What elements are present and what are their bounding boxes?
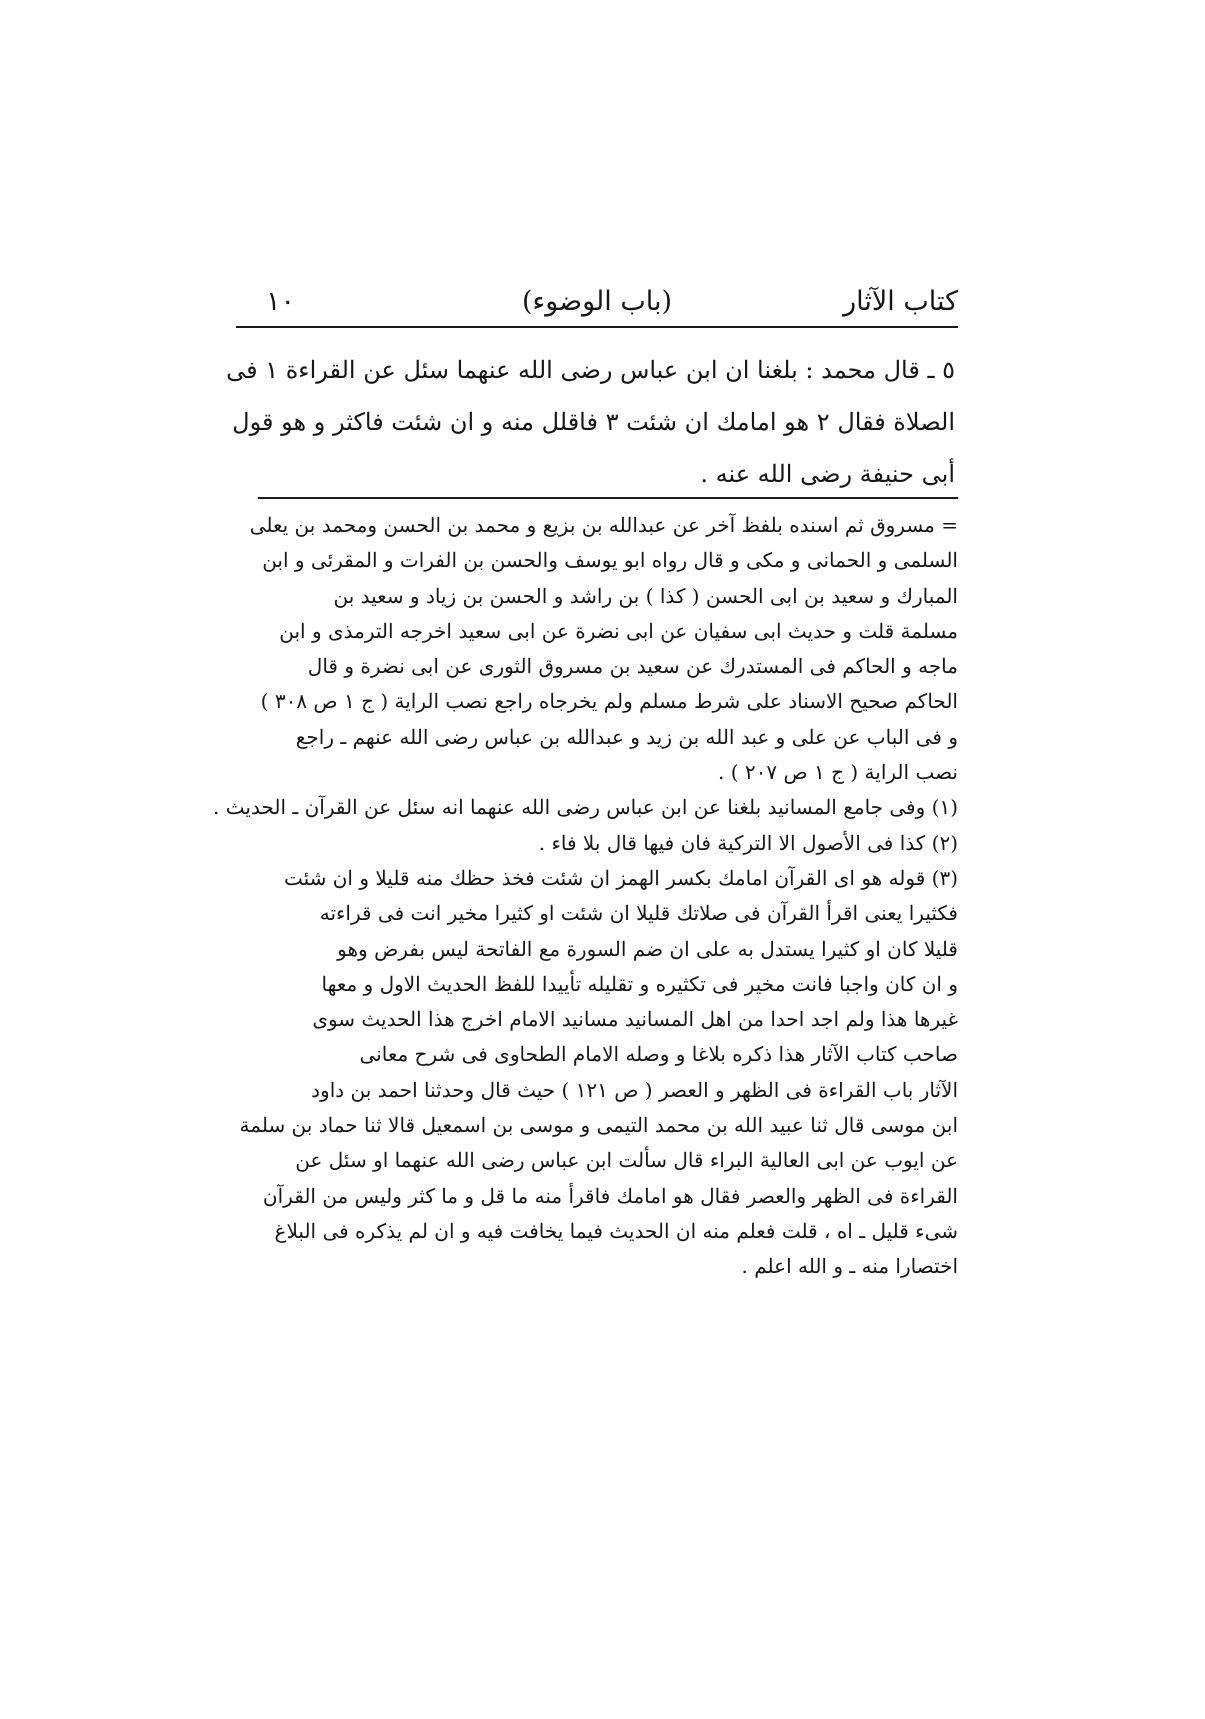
page-header: [236, 280, 958, 330]
footnote-line: نصب الراية ( ج ١ ص ٢٠٧ ) .: [718, 760, 958, 785]
footnote-line: الحاكم صحيح الاسناد على شرط مسلم ولم يخرجاه راجع نصب الراية ( ج ١ ص ٣٠٨ ): [260, 689, 958, 714]
footnote-line: و فى الباب عن على و عبد الله بن زيد و عبدالله بن عباس رضى الله عنهم ـ راجع: [295, 724, 958, 749]
footnotes: [213, 508, 958, 1285]
footnote-line: قليلا كان او كثيرا يستدل به على ان ضم السورة مع الفاتحة ليس بفرض وهو: [337, 936, 958, 961]
footnote-line: عن ايوب عن ابى العالية البراء قال سألت ابن عباس رضى الله عنهما او سئل عن: [295, 1148, 958, 1173]
footnote-line: = مسروق ثم اسنده بلفظ آخر عن عبدالله بن بزيع و محمد بن الحسن ومحمد بن يعلى: [249, 513, 958, 537]
footnote-line: الآثار باب القراءة فى الظهر و العصر ( ص ١٢١ ) حيث قال وحدثنا احمد بن داود: [311, 1077, 958, 1102]
footnote-line: (٣) قوله هو اى القرآن امامك بكسر الهمز ان شئت فخذ حظك منه قليلا و ان شئت: [283, 865, 958, 890]
header-rule: [236, 326, 958, 328]
book-title: كتاب الآثار: [843, 286, 958, 317]
page-number: ١٠: [266, 286, 296, 317]
footnote-line: مسلمة قلت و حديث ابى سفيان عن ابى نضرة عن ابى سعيد اخرجه الترمذى و ابن: [279, 618, 958, 643]
footnote-line: (١) وفى جامع المسانيد بلغنا عن ابن عباس رضى الله عنهما انه سئل عن القرآن ـ الحديث .: [213, 795, 958, 820]
main-text-line: أبى حنيفة رضى الله عنه .: [700, 460, 955, 488]
footnote-line: القراءة فى الظهر والعصر فقال هو امامك فاقرأ منه ما قل و ما كثر وليس من القرآن: [262, 1183, 958, 1208]
main-text-line: ٥ ـ قال محمد : بلغنا ان ابن عباس رضى الله عنهما سئل عن القراءة ١ فى: [226, 356, 955, 384]
main-text: [226, 344, 955, 500]
footnote-line: غيرها هذا ولم اجد احدا من اهل المسانيد مسانيد الامام اخرج هذا الحديث سوى: [312, 1007, 958, 1032]
footnote-line: صاحب كتاب الآثار هذا ذكره بلاغا و وصله الامام الطحاوى فى شرح معانى: [359, 1042, 958, 1067]
footnote-line: اختصارا منه ـ و الله اعلم .: [741, 1254, 958, 1279]
main-text-line: الصلاة فقال ٢ هو امامك ان شئت ٣ فاقلل منه و ان شئت فاكثر و هو قول: [232, 408, 955, 436]
footnote-line: (٢) كذا فى الأصول الا التركية فان فيها قال بلا فاء .: [538, 830, 958, 855]
footnote-line: و ان كان واجبا فانت مخير فى تكثيره و تقليله تأييدا للفظ الحديث الاول و معها: [321, 971, 958, 996]
footnote-rule: [258, 497, 958, 499]
footnote-line: السلمى و الحمانى و مكى و قال رواه ابو يوسف والحسن بن الفرات و المقرئى و ابن: [262, 548, 958, 573]
footnote-line: ابن موسى قال ثنا عبيد الله بن محمد التيمى و موسى بن اسمعيل قالا ثنا حماد بن سلمة: [239, 1113, 958, 1138]
footnote-line: المبارك و سعيد بن ابى الحسن ( كذا ) بن راشد و الحسن بن زياد و سعيد بن: [333, 583, 958, 608]
footnote-line: فكثيرا يعنى اقرأ القرآن فى صلاتك قليلا ان شئت او كثيرا مخير انت فى قراءته: [319, 901, 958, 926]
chapter-title: (باب الوضوء): [521, 286, 673, 317]
footnote-line: شىء قليل ـ اه ، قلت فعلم منه ان الحديث فيما يخافت فيه و ان لم يذكره فى البلاغ: [274, 1218, 958, 1243]
footnote-line: ماجه و الحاكم فى المستدرك عن سعيد بن مسروق الثورى عن ابى نضرة و قال: [307, 654, 958, 679]
